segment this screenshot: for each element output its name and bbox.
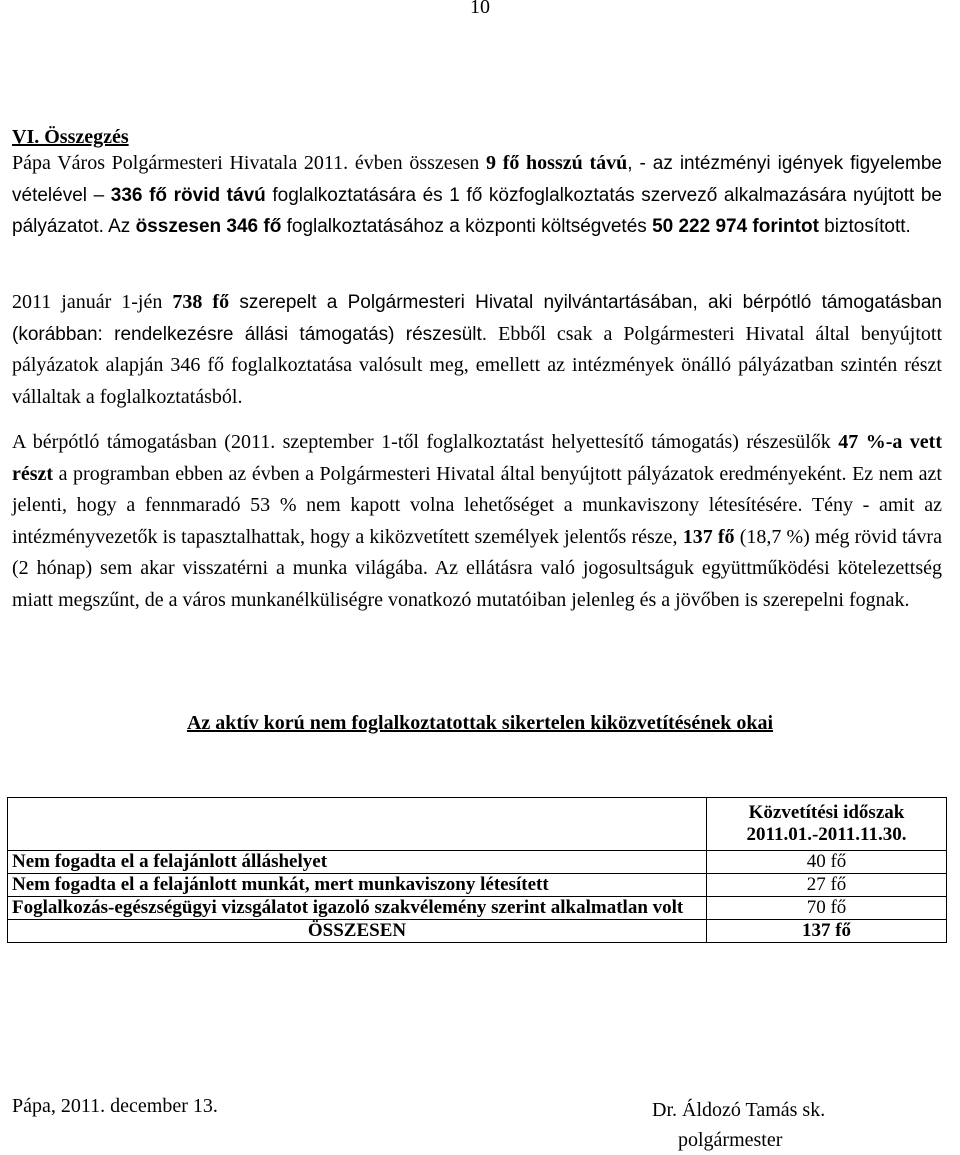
p1-bold-1: 9 fő hosszú távú [486,152,628,174]
p1-text-1: Pápa Város Polgármesteri Hivatala 2011. évben összesen [12,152,486,174]
p1-bold-3: összesen 346 fő [135,216,282,237]
p3-text-1: A bérpótló támogatásban (2011. szeptember 1-től foglalkoztatást helyettesítő támogatás) részesülők [12,431,839,453]
header-period-range: 2011.01.-2011.11.30. [746,824,907,845]
signer-name: Dr. Áldozó Tamás sk. [652,1099,826,1121]
table-total-row [8,920,947,943]
p1-text-5: biztosított. [818,216,911,237]
summary-paragraph-1 [12,148,942,243]
row-value: 70 fő [707,897,947,920]
header-empty-cell [8,798,707,851]
row-label: Foglalkozás-egészségügyi vizsgálatot igazoló szakvélemény szerint alkalmatlan volt [8,897,707,920]
row-label: Nem fogadta el a felajánlott munkát, mert munkaviszony létesített [8,874,707,897]
section-title: VI. Összegzés [12,126,129,148]
header-period-cell [707,798,947,851]
row-value: 27 fő [707,874,947,897]
total-value: 137 fő [707,920,947,943]
p1-text-4: foglalkoztatásához a központi költségvetés [281,216,653,237]
p3-text-2: a programban ebben az évben a Polgármesteri Hivatal által benyújtott pályázatok eredményeként. Ez nem azt jelenti, hogy a fennmaradó 53 % nem kapott volna lehetőséget a munkaviszony létesítésére. Tény - amit az intézményvezetők is tapasztalhattak, hogy a kiközvetített személyek jelentős része, [12,462,942,548]
p1-bold-2: 336 fő rövid távú [110,184,266,206]
p2-bold-1: 738 fő [172,291,230,313]
p1-text-2: , - az intézményi igények figyelembe vételével – [12,153,942,206]
summary-paragraph-2 [12,287,942,413]
p3-bold-1: 47 %-a vett részt [12,431,942,485]
p3-bold-2: 137 fő [682,525,735,548]
p2-text-3: Ebből csak a Polgármesteri Hivatal által benyújtott pályázatok alapján 346 fő foglalkoztatása valósult meg, emellett az intézmények önálló pályázatban szintén részt vállaltak a foglalkoztatásból. [12,322,942,408]
header-period-label: Közvetítési időszak [748,802,905,823]
table-row [8,874,947,897]
placement-failure-table [7,797,947,943]
p3-text-3: (18,7 %) még rövid távra (2 hónap) sem akar visszatérni a munka világába. Az ellátásra való jogosultságuk együttműködési kötelezettség miatt megszűnt, de a város munkanélküliségre vonatkozó mutatóiban jelenleg és a jövőben is szerepelni fognak. [12,525,942,611]
page-number: 10 [470,0,490,18]
table-row [8,897,947,920]
row-label: Nem fogadta el a felajánlott álláshelyet [8,851,707,874]
signer-title: polgármester [678,1129,783,1151]
table-row [8,851,947,874]
summary-paragraph-3 [12,427,942,616]
table-header-row [8,798,947,851]
p2-text-2: szerepelt a Polgármesteri Hivatal nyilvántartásában, aki bérpótló támogatásban (korábban: rendelkezésre állási támogatás) részesült. [12,292,942,345]
signature-block [652,1095,825,1155]
place-date: Pápa, 2011. december 13. [12,1095,218,1117]
row-value: 40 fő [707,851,947,874]
p2-text-1: 2011 január 1-jén [12,291,173,313]
p1-text-3: foglalkoztatására és 1 fő közfoglalkoztatás szervező alkalmazására nyújtott be pályázatot. Az [12,184,943,237]
table-title: Az aktív korú nem foglalkoztatottak sikertelen kiközvetítésének okai [186,712,774,734]
p1-bold-4: 50 222 974 forintot [652,216,819,237]
total-label: ÖSSZESEN [8,920,707,943]
